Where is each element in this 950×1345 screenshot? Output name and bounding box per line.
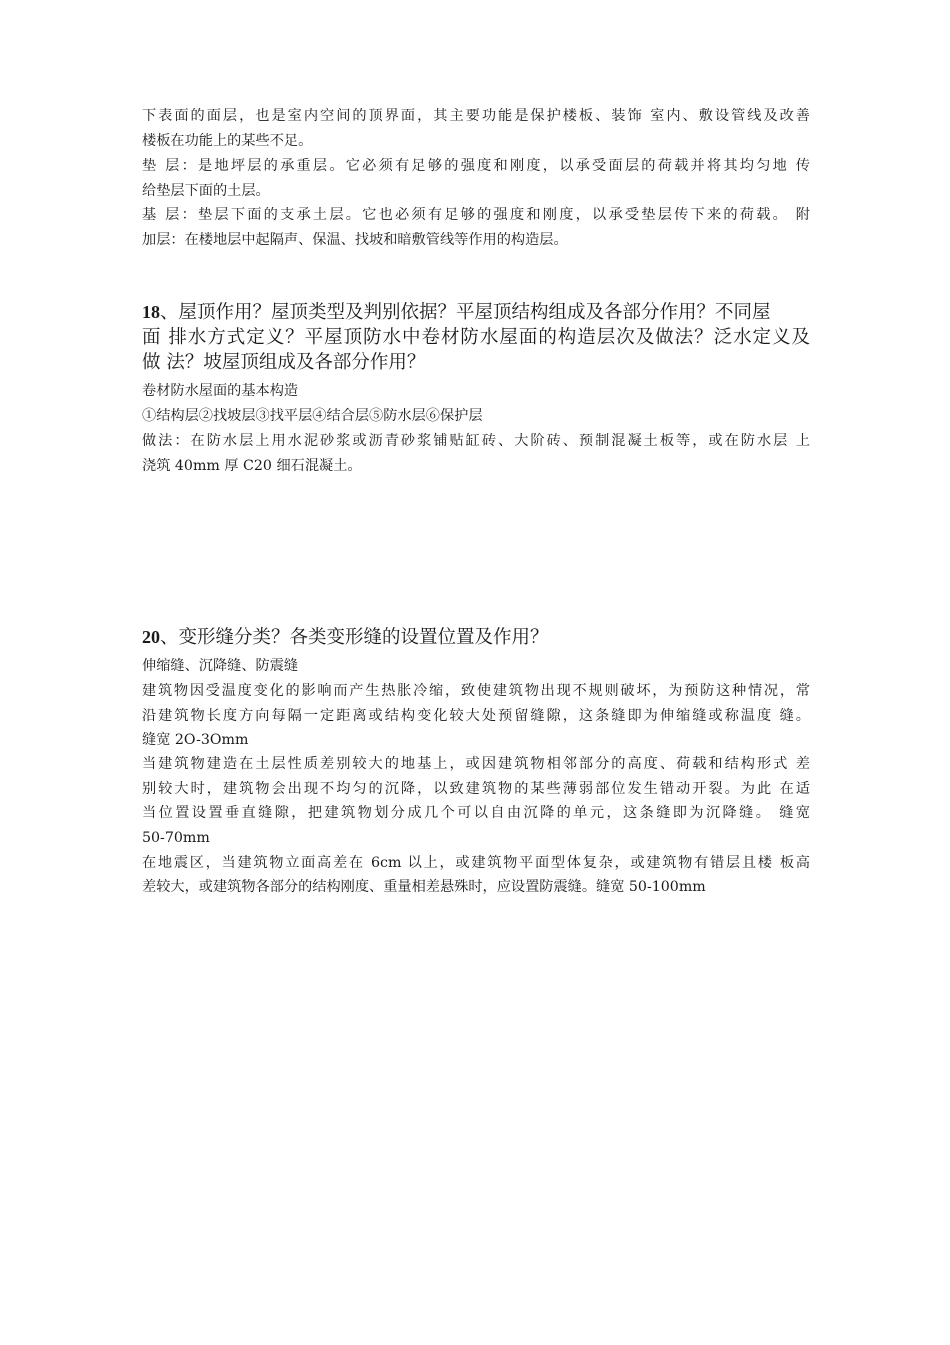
paragraph-line: 沿建筑物长度方向每隔一定距离或结构变化较大处预留缝隙，这条缝即为伸缩缝或称温度 缝。 bbox=[142, 708, 810, 724]
question-20-heading bbox=[142, 625, 810, 650]
paragraph-line: 当位置设置垂直缝隙，把建筑物划分成几个可以自由沉降的单元，这条缝即为沉降缝。 缝宽 bbox=[142, 805, 810, 821]
heading-text: 、屋顶作用？屋顶类型及判别依据？平屋顶结构组成及各部分作用？不同屋 bbox=[160, 302, 771, 323]
paragraph-line: 建筑物因受温度变化的影响而产生热胀冷缩，致使建筑物出现不规则破坏，为预防这种情况，常 bbox=[142, 683, 810, 699]
paragraph-line: 差较大，或建筑物各部分的结构刚度、重量相差悬殊时，应设置防震缝。缝宽 50-100mm bbox=[142, 879, 706, 895]
question-number: 18 bbox=[142, 302, 160, 322]
paragraph-line: 50-70mm bbox=[142, 830, 210, 846]
paragraph-line: 垫 层：是地坪层的承重层。它必须有足够的强度和刚度，以承受面层的荷载并将其均匀地 传 bbox=[142, 158, 810, 174]
heading-text: 、变形缝分类？各类变形缝的设置位置及作用？ bbox=[160, 627, 549, 648]
paragraph-line: 基 层：垫层下面的支承土层。它也必须有足够的强度和刚度，以承受垫层传下来的荷载。 附 bbox=[142, 207, 810, 223]
paragraph-line: 缝宽 2O-3Omm bbox=[142, 732, 249, 748]
paragraph-line: 浇筑 40mm 厚 C20 细石混凝土。 bbox=[142, 458, 362, 474]
heading-line: 面 排水方式定义？平屋顶防水中卷材防水屋面的构造层次及做法？泛水定义及 bbox=[142, 327, 810, 348]
question-number: 20 bbox=[142, 627, 160, 647]
paragraph-line: ①结构层②找坡层③找平层④结合层⑤防水层⑥保护层 bbox=[142, 408, 483, 424]
question-18-heading bbox=[142, 300, 810, 325]
paragraph-line: 加层：在楼地层中起隔声、保温、找坡和暗敷管线等作用的构造层。 bbox=[142, 232, 568, 248]
paragraph-line: 伸缩缝、沉降缝、防震缝 bbox=[142, 658, 299, 674]
paragraph-line: 做法：在防水层上用水泥砂浆或沥青砂浆铺贴缸砖、大阶砖、预制混凝土板等，或在防水层 上 bbox=[142, 433, 810, 449]
paragraph-line: 楼板在功能上的某些不足。 bbox=[142, 133, 313, 149]
paragraph-line: 下表面的面层，也是室内空间的顶界面，其主要功能是保护楼板、装饰 室内、敷设管线及改善 bbox=[142, 108, 810, 124]
heading-line: 做 法？坡屋顶组成及各部分作用？ bbox=[142, 352, 426, 373]
paragraph-line: 别较大时，建筑物会出现不均匀的沉降，以致建筑物的某些薄弱部位发生错动开裂。为此 在适 bbox=[142, 781, 810, 797]
paragraph-line: 当建筑物建造在土层性质差别较大的地基上，或因建筑物相邻部分的高度、荷载和结构形式 差 bbox=[142, 756, 810, 772]
paragraph-line: 给垫层下面的土层。 bbox=[142, 183, 270, 199]
paragraph-line: 在地震区，当建筑物立面高差在 6cm 以上，或建筑物平面型体复杂，或建筑物有错层且楼 板高 bbox=[142, 855, 810, 871]
paragraph-line: 卷材防水屋面的基本构造 bbox=[142, 383, 299, 399]
